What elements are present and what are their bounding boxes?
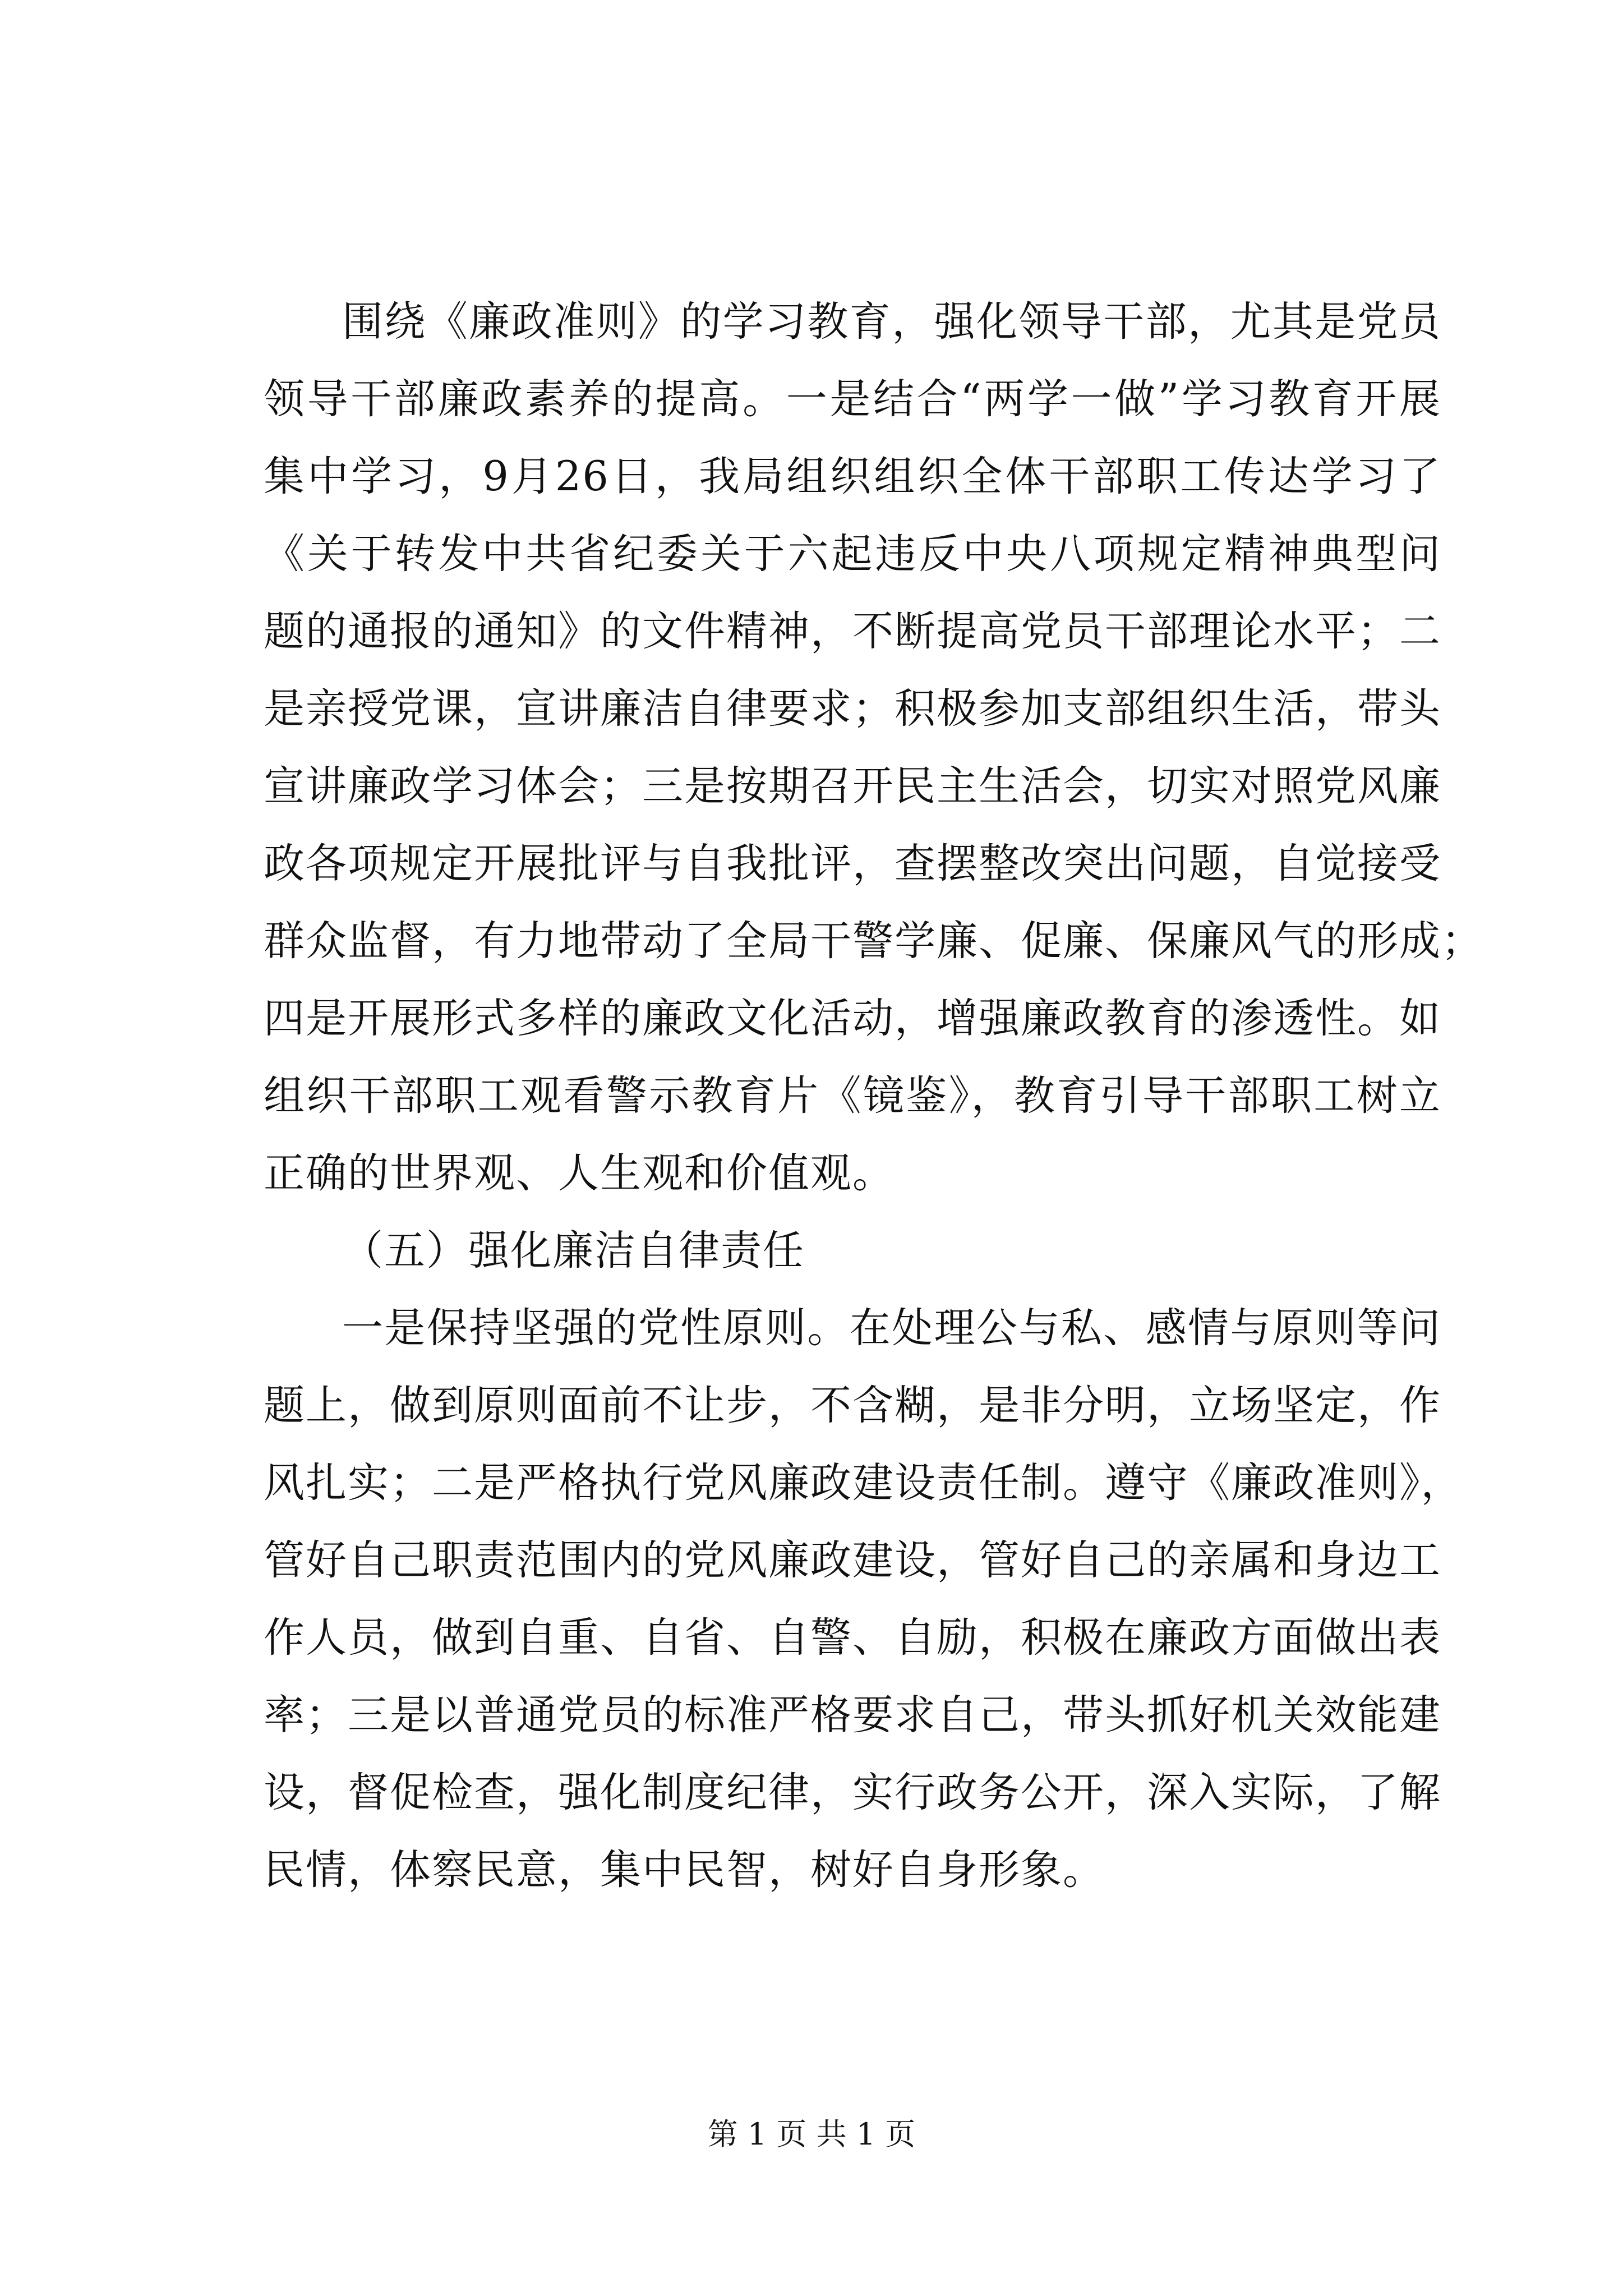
paragraph-line: 集中学习，9月26日，我局组织组织全体干部职工传达学习了 [264,453,1441,500]
paragraph-line: 设，督促检查，强化制度纪律，实行政务公开，深入实际，了解 [264,1769,1441,1816]
paragraph-line: 宣讲廉政学习体会；三是按期召开民主生活会，切实对照党风廉 [264,762,1441,810]
paragraph-line: 是亲授党课，宣讲廉洁自律要求；积极参加支部组织生活，带头 [264,685,1441,733]
paragraph-line: 四是开展形式多样的廉政文化活动，增强廉政教育的渗透性。如 [264,995,1441,1042]
paragraph-line: 群众监督，有力地带动了全局干警学廉、促廉、保廉风气的形成； [264,917,1483,965]
paragraph-line: 领导干部廉政素养的提高。一是结合“两学一做”学习教育开展 [264,375,1441,423]
document-body [264,283,1483,1909]
page-number-footer: 第 1 页 共 1 页 [707,2116,916,2152]
paragraph-line: 围绕《廉政准则》的学习教育，强化领导干部，尤其是党员 [342,298,1441,346]
paragraph-line: 民情，体察民意，集中民智，树好自身形象。 [264,1846,1105,1894]
paragraph-line: 题的通报的通知》的文件精神，不断提高党员干部理论水平；二 [264,608,1441,655]
section-heading: （五）强化廉洁自律责任 [342,1227,805,1274]
paragraph-line: 一是保持坚强的党性原则。在处理公与私、感情与原则等问 [342,1304,1441,1352]
paragraph-line: 率；三是以普通党员的标准严格要求自己，带头抓好机关效能建 [264,1691,1441,1739]
paragraph-line: 政各项规定开展批评与自我批评，查摆整改突出问题，自觉接受 [264,840,1441,887]
paragraph-line: 组织干部职工观看警示教育片《镜鉴》，教育引导干部职工树立 [264,1072,1441,1120]
paragraph-line: 管好自己职责范围内的党风廉政建设，管好自己的亲属和身边工 [264,1536,1441,1584]
paragraph-line: 风扎实；二是严格执行党风廉政建设责任制。遵守《廉政准则》， [264,1459,1463,1507]
paragraph-line: 正确的世界观、人生观和价值观。 [264,1149,895,1197]
paragraph-line: 题上，做到原则面前不让步，不含糊，是非分明，立场坚定，作 [264,1382,1441,1429]
paragraph-line: 作人员，做到自重、自省、自警、自励，积极在廉政方面做出表 [264,1614,1441,1662]
paragraph-line: 《关于转发中共省纪委关于六起违反中央八项规定精神典型问 [264,530,1441,578]
